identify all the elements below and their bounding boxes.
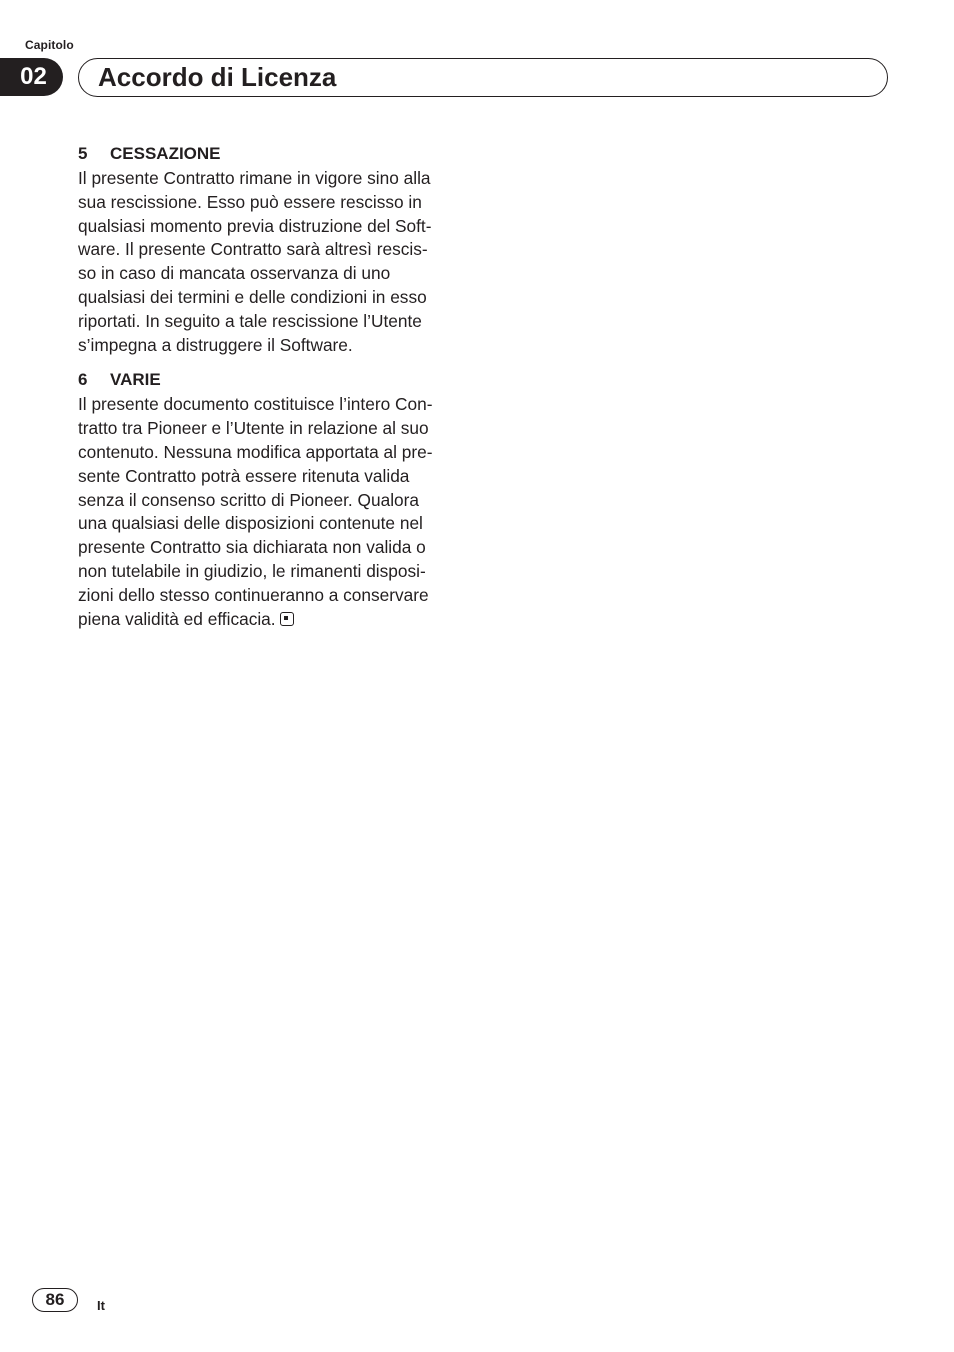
body-line: una qualsiasi delle disposizioni contenute nel	[78, 513, 423, 534]
body-line: so in caso di mancata osservanza di uno	[78, 263, 391, 284]
body-line: presente Contratto sia dichiarata non valida o	[78, 537, 426, 558]
section-number: 6	[78, 370, 88, 390]
body-line: Il presente Contratto rimane in vigore sino alla	[78, 168, 431, 188]
body-line: qualsiasi dei termini e delle condizioni in esso	[78, 286, 427, 307]
body-line: sente Contratto potrà essere ritenuta valida	[78, 465, 410, 486]
body-line-last	[78, 608, 470, 632]
body-line: zioni dello stesso continueranno a conservare	[78, 584, 429, 605]
body-line: tratto tra Pioneer e l’Utente in relazione al suo	[78, 418, 429, 439]
chapter-label: Capitolo	[25, 38, 74, 52]
language-label: It	[97, 1298, 105, 1313]
body-line: qualsiasi momento previa distruzione del Soft-	[78, 215, 432, 236]
body-line: non tutelabile in giudizio, le rimanenti disposi-	[78, 560, 426, 581]
body-line: sua rescissione. Esso può essere rescisso in	[78, 191, 422, 212]
section-title: CESSAZIONE	[110, 144, 221, 163]
body-line: senza il consenso scritto di Pioneer. Qualora	[78, 489, 420, 510]
section-number: 5	[78, 144, 88, 163]
chapter-number-tab: 02	[0, 58, 63, 96]
body-line: s’impegna a distruggere il Software.	[78, 334, 353, 355]
section-heading	[78, 369, 470, 391]
body-line: ware. Il presente Contratto sarà altresì rescis-	[78, 239, 428, 260]
chapter-title: Accordo di Licenza	[98, 62, 337, 92]
section-body	[78, 167, 470, 357]
body-line-text: piena validità ed efficacia.	[78, 608, 276, 629]
chapter-title-box	[78, 58, 888, 97]
section-cessazione	[78, 143, 470, 357]
body-line: Il presente documento costituisce l’intero Con-	[78, 394, 433, 415]
body-line: riportati. In seguito a tale rescissione l’Utente	[78, 310, 422, 331]
page-number: 86	[32, 1288, 78, 1312]
section-title: VARIE	[110, 370, 161, 390]
content-column	[78, 143, 470, 631]
section-heading	[78, 143, 470, 165]
section-body	[78, 393, 470, 631]
body-line: contenuto. Nessuna modifica apportata al pre-	[78, 441, 433, 462]
end-of-section-icon	[280, 612, 294, 626]
section-varie	[78, 369, 470, 631]
